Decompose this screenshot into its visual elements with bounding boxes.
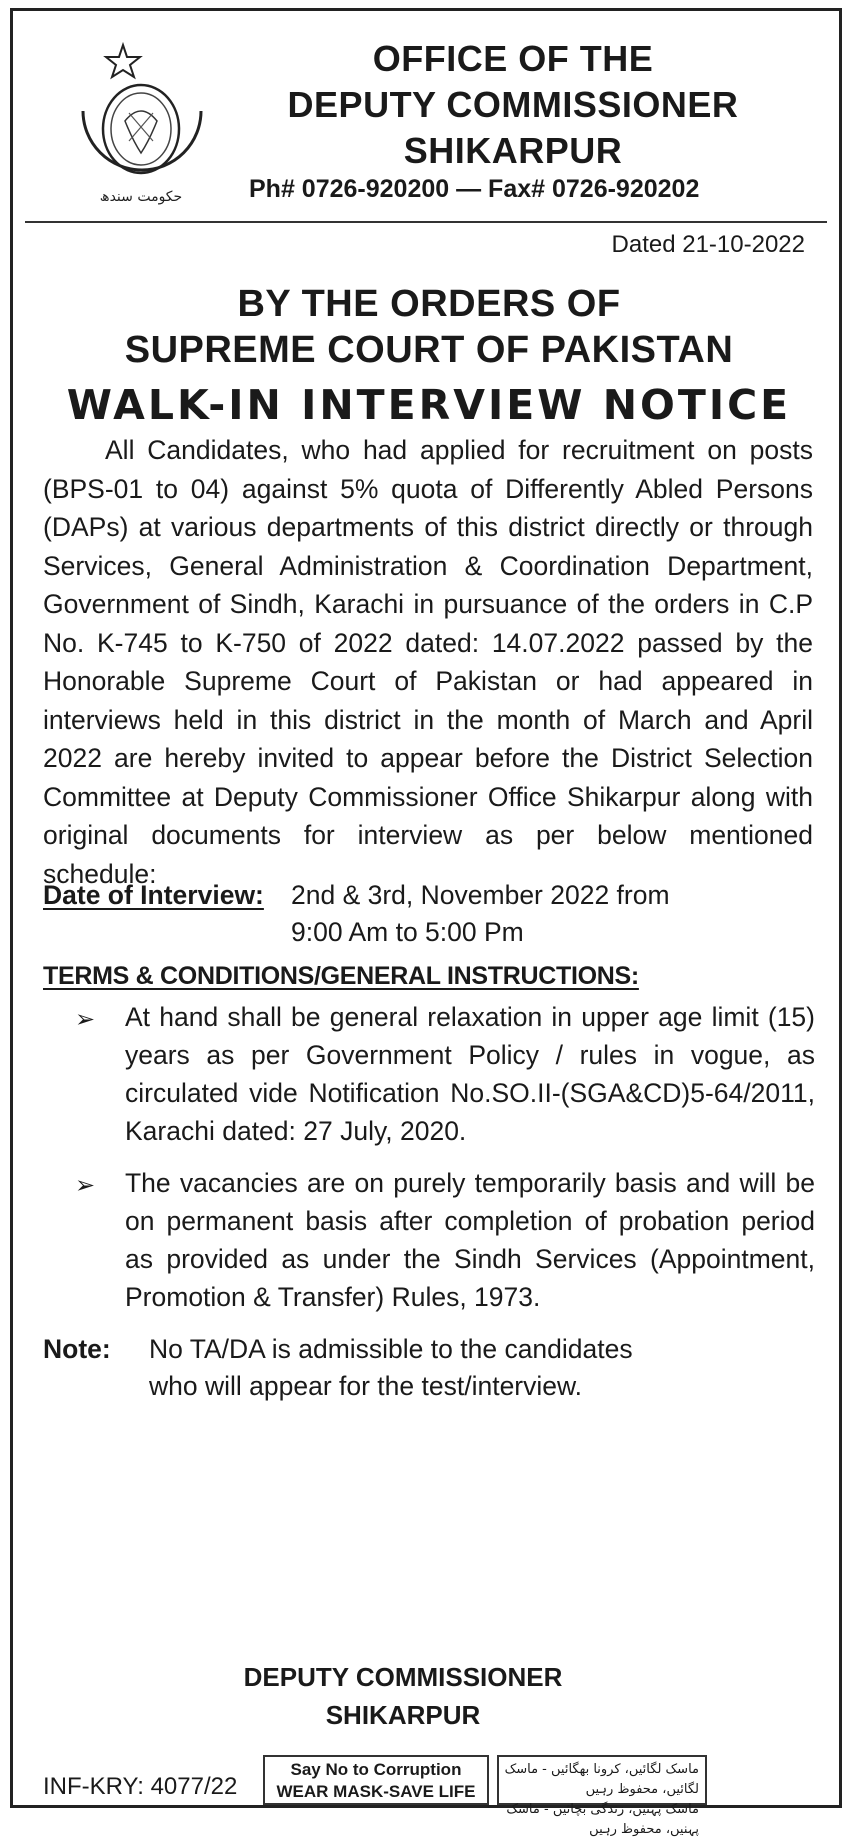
urdu-slogan-box bbox=[497, 1755, 707, 1837]
interview-time: 9:00 Am to 5:00 Pm bbox=[291, 917, 524, 947]
terms-heading: TERMS & CONDITIONS/GENERAL INSTRUCTIONS: bbox=[43, 962, 639, 990]
header-divider bbox=[25, 221, 827, 223]
interview-date: 2nd & 3rd, November 2022 from bbox=[291, 880, 670, 910]
interview-label: Date of Interview: bbox=[43, 880, 264, 910]
terms-item-2: The vacancies are on purely temporarily basis and will be on permanent basis after completion of probation period as provided as under the Sindh Services (Appointment, Promotion & Transfer) Rules, 1973. bbox=[125, 1168, 815, 1312]
orders-line2: SUPREME COURT OF PAKISTAN bbox=[124, 329, 734, 371]
bullet-arrow-icon: ➢ bbox=[75, 1006, 96, 1033]
terms-item-1: At hand shall be general relaxation in upper age limit (15) years as per Government Policy / rules in vogue, as circulated vide Notification No.SO.II-(SGA&CD)5-64/2011, Karachi dated: 27 July, 2020. bbox=[125, 1002, 815, 1146]
notice-title: WALK-IN INTERVIEW NOTICE bbox=[66, 381, 792, 429]
note-line1: No TA/DA is admissible to the candidates bbox=[149, 1334, 633, 1364]
slogan-mask: WEAR MASK-SAVE LIFE bbox=[276, 1782, 476, 1801]
dated: Dated 21-10-2022 bbox=[611, 231, 805, 258]
phone-fax: Ph# 0726-920200 — Fax# 0726-920202 bbox=[249, 175, 700, 203]
signatory-title: DEPUTY COMMISSIONER bbox=[243, 1662, 563, 1692]
svg-text:حکومت سندھ: حکومت سندھ bbox=[99, 189, 183, 205]
urdu-slogan-line1: ماسک لگائیں، کرونا بھگائیں - ماسک لگائیں، محفوظ رہیں bbox=[504, 1762, 699, 1797]
office-title-line3: SHIKARPUR bbox=[403, 130, 623, 171]
slogan-box bbox=[263, 1755, 489, 1805]
inf-code: INF-KRY: 4077/22 bbox=[43, 1773, 238, 1800]
office-title-line1: OFFICE OF THE bbox=[372, 38, 654, 79]
signatory-place: SHIKARPUR bbox=[325, 1700, 481, 1730]
office-title-line2: DEPUTY COMMISSIONER bbox=[287, 84, 739, 125]
orders-line1: BY THE ORDERS OF bbox=[237, 283, 621, 325]
slogan-corruption: Say No to Corruption bbox=[290, 1760, 462, 1779]
notice-frame bbox=[10, 8, 842, 1837]
note-line2: who will appear for the test/interview. bbox=[149, 1371, 583, 1401]
urdu-slogan-line2: ماسک پہنیں، زندگی بچائیں - ماسک پہنیں، محفوظ رہیں bbox=[506, 1802, 699, 1837]
bullet-arrow-icon: ➢ bbox=[75, 1172, 96, 1199]
sindh-government-emblem bbox=[61, 41, 221, 211]
body-paragraph: All Candidates, who had applied for recruitment on posts (BPS-01 to 04) against 5% quota of Differently Abled Persons (DAPs) at various departments of this district directly or through Services, General Administration & Coordination Department, Government of Sindh, Karachi in pursuance of the orders in C.P No. K-745 to K-750 of 2022 dated: 14.07.2022 passed by the Honorable Supreme Court of Pakistan or had appeared in interviews held in this district in the month of March and April 2022 are hereby invited to appear before the District Selection Committee at Deputy Commissioner Office Shikarpur along with original documents for interview as per below mentioned schedule: bbox=[43, 435, 813, 889]
note-label: Note: bbox=[43, 1334, 111, 1364]
